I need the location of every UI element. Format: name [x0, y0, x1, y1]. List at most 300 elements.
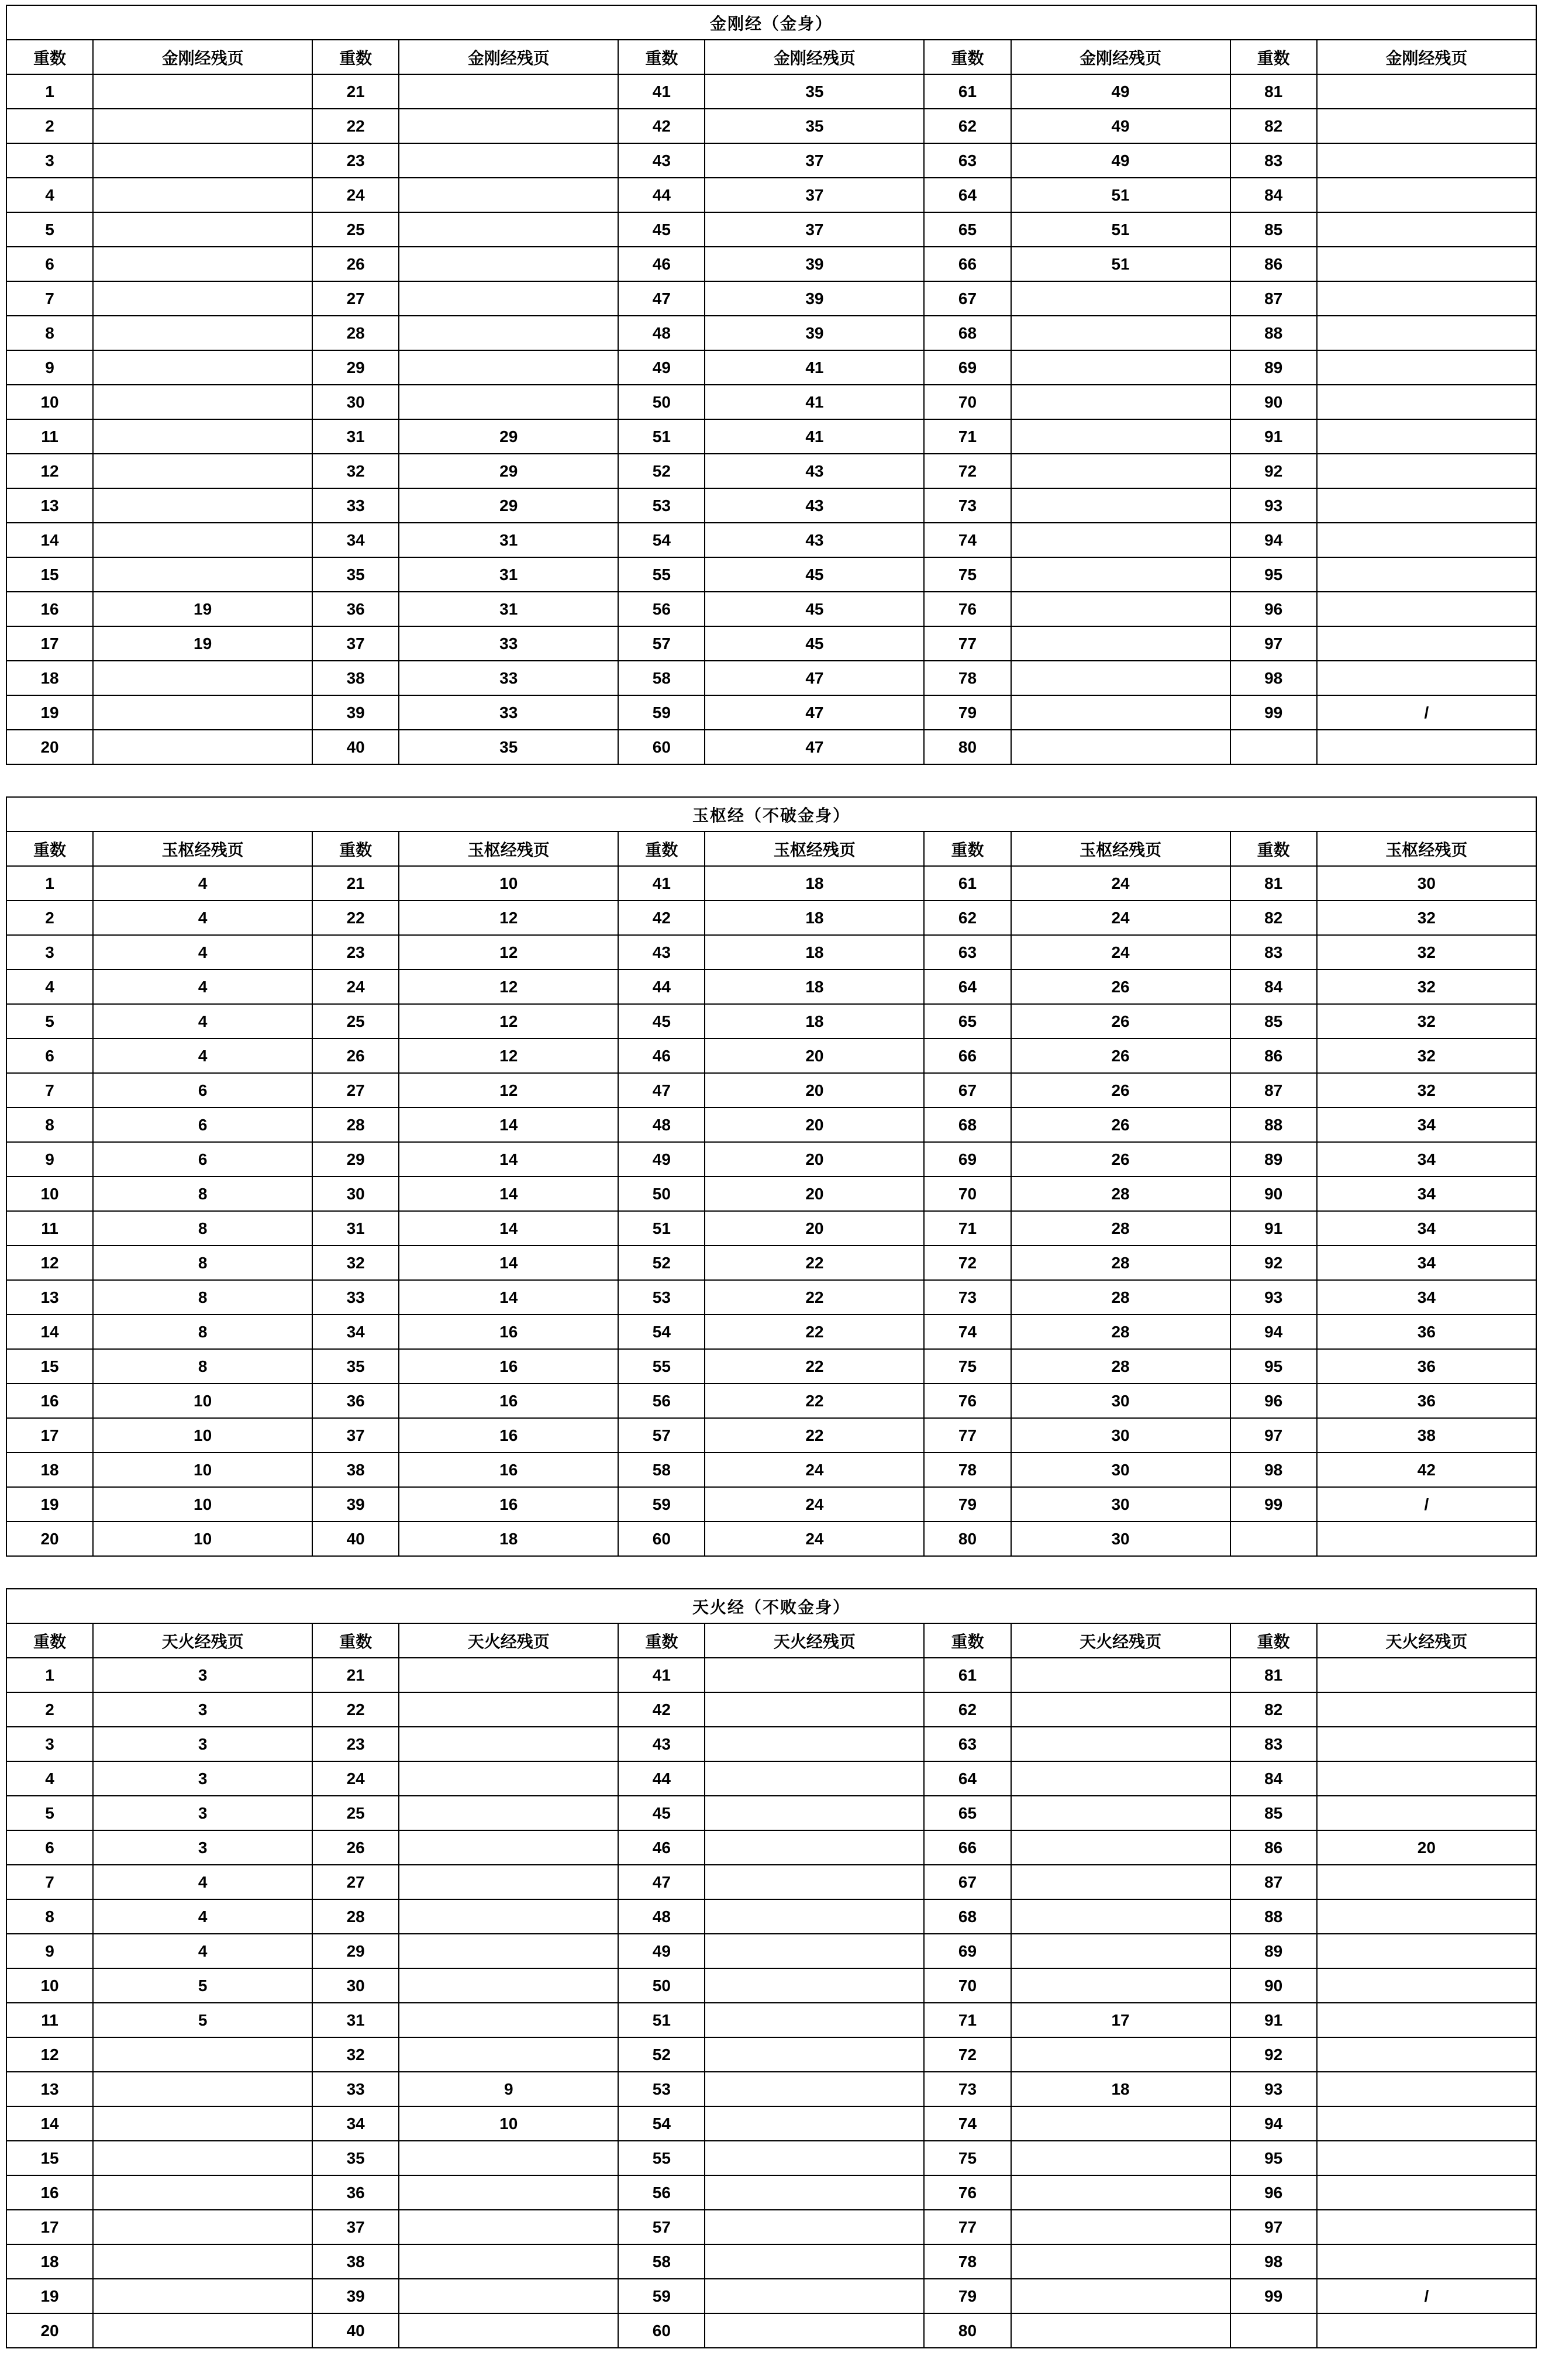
cell-pages: 35	[705, 74, 924, 109]
cell-level: 66	[924, 1039, 1011, 1073]
cell-level: 34	[312, 2106, 399, 2141]
cell-level: 29	[312, 1934, 399, 1968]
table-header-row	[6, 40, 1536, 74]
cell-level: 27	[312, 1073, 399, 1108]
cell-pages: 47	[705, 695, 924, 730]
cell-level: 33	[312, 488, 399, 523]
cell-pages	[93, 2106, 312, 2141]
table-row	[6, 1142, 1536, 1177]
cell-pages: 18	[399, 1522, 618, 1556]
cell-level: 60	[618, 730, 705, 764]
table-row	[6, 350, 1536, 385]
cell-pages: 29	[399, 488, 618, 523]
cell-pages: 3	[93, 1830, 312, 1865]
cell-level: 52	[618, 1246, 705, 1280]
cell-pages: 51	[1011, 247, 1230, 281]
cell-pages	[1011, 350, 1230, 385]
cell-level: 57	[618, 626, 705, 661]
cell-level: 31	[312, 419, 399, 454]
cell-level: 37	[312, 626, 399, 661]
cell-pages	[399, 143, 618, 178]
cell-level: 27	[312, 281, 399, 316]
table-row	[6, 1280, 1536, 1315]
table-row	[6, 1349, 1536, 1384]
cell-pages	[1011, 557, 1230, 592]
cell-level: 43	[618, 1727, 705, 1761]
table-row	[6, 1004, 1536, 1039]
cell-level: 4	[6, 970, 93, 1004]
table-row	[6, 2072, 1536, 2106]
column-header-pages: 玉枢经残页	[1317, 832, 1536, 866]
cell-level: 95	[1230, 2141, 1317, 2175]
cell-level: 3	[6, 1727, 93, 1761]
cell-pages: 24	[1011, 866, 1230, 901]
cell-level: 76	[924, 592, 1011, 626]
cell-pages: 29	[399, 419, 618, 454]
cell-level: 88	[1230, 1108, 1317, 1142]
cell-level: 10	[6, 1968, 93, 2003]
column-header-pages: 金刚经残页	[399, 40, 618, 74]
cell-pages: 18	[705, 866, 924, 901]
cell-pages: 29	[399, 454, 618, 488]
table-row	[6, 1899, 1536, 1934]
cell-level: 25	[312, 1004, 399, 1039]
cell-pages: 8	[93, 1280, 312, 1315]
cell-pages	[399, 1865, 618, 1899]
cell-pages: 33	[399, 626, 618, 661]
cell-level: 51	[618, 1211, 705, 1246]
spacer-cell	[1317, 730, 1536, 764]
cell-level: 92	[1230, 1246, 1317, 1280]
cell-pages	[1011, 1830, 1230, 1865]
cell-level: 53	[618, 488, 705, 523]
cell-pages: 30	[1011, 1384, 1230, 1418]
cell-pages: 34	[1317, 1108, 1536, 1142]
cell-pages	[399, 1761, 618, 1796]
cell-level: 89	[1230, 1142, 1317, 1177]
table-row	[6, 454, 1536, 488]
cell-level: 11	[6, 419, 93, 454]
cell-level: 14	[6, 2106, 93, 2141]
cell-level: 84	[1230, 178, 1317, 212]
cell-level: 30	[312, 1968, 399, 2003]
cell-level: 57	[618, 1418, 705, 1453]
cell-pages: 26	[1011, 1142, 1230, 1177]
cell-pages: 34	[1317, 1211, 1536, 1246]
cell-pages: 30	[1011, 1453, 1230, 1487]
spacer-cell	[1317, 2313, 1536, 2348]
cell-pages: 19	[93, 626, 312, 661]
cell-pages	[1011, 2313, 1230, 2348]
cell-pages: 12	[399, 901, 618, 935]
cell-level: 62	[924, 1692, 1011, 1727]
cell-pages	[1011, 488, 1230, 523]
cell-pages: 17	[1011, 2003, 1230, 2037]
cell-level: 23	[312, 143, 399, 178]
cell-pages	[705, 2037, 924, 2072]
table-title: 金刚经（金身）	[6, 5, 1536, 40]
cell-level: 38	[312, 2244, 399, 2279]
cell-pages: 4	[93, 1004, 312, 1039]
cell-pages	[93, 316, 312, 350]
table-row	[6, 488, 1536, 523]
cell-level: 32	[312, 1246, 399, 1280]
table-row	[6, 1968, 1536, 2003]
cell-level: 14	[6, 1315, 93, 1349]
cell-pages: 32	[1317, 1039, 1536, 1073]
sutra-table-block	[6, 5, 1539, 765]
cell-pages: 36	[1317, 1349, 1536, 1384]
table-row	[6, 247, 1536, 281]
table-row	[6, 523, 1536, 557]
cell-level: 65	[924, 1796, 1011, 1830]
cell-pages	[1011, 661, 1230, 695]
cell-level: 46	[618, 1830, 705, 1865]
cell-pages: 16	[399, 1487, 618, 1522]
cell-level: 87	[1230, 1073, 1317, 1108]
cell-level: 44	[618, 970, 705, 1004]
cell-pages: 33	[399, 661, 618, 695]
cell-level: 35	[312, 1349, 399, 1384]
cell-pages: 14	[399, 1211, 618, 1246]
cell-level: 74	[924, 2106, 1011, 2141]
cell-level: 79	[924, 1487, 1011, 1522]
cell-pages	[1317, 626, 1536, 661]
cell-level: 67	[924, 1073, 1011, 1108]
table-row	[6, 592, 1536, 626]
cell-pages: 16	[399, 1315, 618, 1349]
spacer-cell	[1317, 1522, 1536, 1556]
cell-level: 41	[618, 74, 705, 109]
cell-level: 2	[6, 901, 93, 935]
cell-pages	[1011, 2244, 1230, 2279]
cell-level: 61	[924, 866, 1011, 901]
table-title-row	[6, 797, 1536, 832]
cell-pages	[1011, 419, 1230, 454]
table-row	[6, 143, 1536, 178]
cell-pages: 18	[1011, 2072, 1230, 2106]
cell-level: 70	[924, 1177, 1011, 1211]
cell-level: 61	[924, 74, 1011, 109]
cell-level: 38	[312, 661, 399, 695]
cell-level: 95	[1230, 1349, 1317, 1384]
table-row	[6, 1315, 1536, 1349]
column-header-level: 重数	[312, 1623, 399, 1658]
cell-level: 56	[618, 2175, 705, 2210]
cell-pages: 4	[93, 1934, 312, 1968]
cell-level: 35	[312, 2141, 399, 2175]
cell-pages: 4	[93, 866, 312, 901]
column-header-level: 重数	[618, 1623, 705, 1658]
cell-level: 63	[924, 935, 1011, 970]
cell-level: 66	[924, 247, 1011, 281]
cell-level: 79	[924, 2279, 1011, 2313]
cell-level: 99	[1230, 2279, 1317, 2313]
cell-pages: 31	[399, 523, 618, 557]
cell-pages: 30	[1317, 866, 1536, 901]
cell-level: 75	[924, 1349, 1011, 1384]
cell-level: 5	[6, 212, 93, 247]
cell-level: 86	[1230, 247, 1317, 281]
cell-pages: 10	[93, 1522, 312, 1556]
cell-level: 45	[618, 212, 705, 247]
cell-level: 47	[618, 1865, 705, 1899]
cell-level: 86	[1230, 1039, 1317, 1073]
sutra-table	[6, 5, 1537, 765]
cell-level: 65	[924, 212, 1011, 247]
cell-pages: 36	[1317, 1315, 1536, 1349]
cell-pages: /	[1317, 2279, 1536, 2313]
cell-pages	[93, 2175, 312, 2210]
cell-level: 16	[6, 2175, 93, 2210]
column-header-level: 重数	[1230, 832, 1317, 866]
cell-level: 33	[312, 1280, 399, 1315]
cell-pages	[93, 2210, 312, 2244]
cell-pages: 39	[705, 316, 924, 350]
cell-level: 66	[924, 1830, 1011, 1865]
cell-pages	[1317, 1727, 1536, 1761]
cell-level: 16	[6, 592, 93, 626]
cell-level: 26	[312, 247, 399, 281]
cell-level: 29	[312, 1142, 399, 1177]
column-header-pages: 金刚经残页	[93, 40, 312, 74]
column-header-pages: 天火经残页	[1011, 1623, 1230, 1658]
cell-pages	[1011, 592, 1230, 626]
cell-level: 40	[312, 730, 399, 764]
cell-level: 83	[1230, 143, 1317, 178]
cell-pages	[1317, 488, 1536, 523]
cell-pages: 28	[1011, 1315, 1230, 1349]
cell-pages: 43	[705, 488, 924, 523]
cell-pages	[1317, 247, 1536, 281]
cell-level: 23	[312, 935, 399, 970]
cell-level: 67	[924, 1865, 1011, 1899]
cell-pages	[93, 178, 312, 212]
cell-pages	[399, 2037, 618, 2072]
cell-level: 64	[924, 970, 1011, 1004]
cell-pages: 8	[93, 1349, 312, 1384]
cell-pages	[399, 247, 618, 281]
cell-pages: 16	[399, 1453, 618, 1487]
cell-pages	[1011, 2175, 1230, 2210]
cell-pages: 38	[1317, 1418, 1536, 1453]
cell-level: 43	[618, 143, 705, 178]
cell-level: 82	[1230, 109, 1317, 143]
cell-level: 88	[1230, 1899, 1317, 1934]
cell-level: 15	[6, 1349, 93, 1384]
cell-pages	[1317, 350, 1536, 385]
cell-level: 6	[6, 247, 93, 281]
cell-level: 84	[1230, 1761, 1317, 1796]
cell-level: 87	[1230, 281, 1317, 316]
cell-level: 42	[618, 109, 705, 143]
cell-level: 22	[312, 901, 399, 935]
cell-level: 12	[6, 454, 93, 488]
cell-pages	[1317, 2003, 1536, 2037]
cell-pages	[1011, 454, 1230, 488]
cell-level: 73	[924, 2072, 1011, 2106]
cell-level: 76	[924, 2175, 1011, 2210]
cell-pages: 24	[705, 1522, 924, 1556]
cell-level: 39	[312, 1487, 399, 1522]
cell-pages	[93, 730, 312, 764]
cell-level: 42	[618, 901, 705, 935]
cell-level: 1	[6, 1658, 93, 1692]
cell-pages	[93, 247, 312, 281]
cell-level: 81	[1230, 1658, 1317, 1692]
cell-pages	[1011, 695, 1230, 730]
cell-pages	[1317, 2072, 1536, 2106]
table-row	[6, 2175, 1536, 2210]
cell-level: 48	[618, 1899, 705, 1934]
cell-pages	[1317, 385, 1536, 419]
cell-level: 59	[618, 1487, 705, 1522]
cell-level: 45	[618, 1004, 705, 1039]
cell-level: 96	[1230, 2175, 1317, 2210]
cell-pages	[399, 281, 618, 316]
cell-level: 9	[6, 1934, 93, 1968]
column-header-level: 重数	[924, 1623, 1011, 1658]
cell-pages: 4	[93, 901, 312, 935]
table-row	[6, 661, 1536, 695]
cell-level: 31	[312, 1211, 399, 1246]
cell-level: 54	[618, 523, 705, 557]
column-header-pages: 天火经残页	[705, 1623, 924, 1658]
cell-pages: 20	[705, 1142, 924, 1177]
cell-pages	[1317, 2175, 1536, 2210]
cell-level: 94	[1230, 523, 1317, 557]
column-header-pages: 金刚经残页	[1011, 40, 1230, 74]
table-row	[6, 1727, 1536, 1761]
cell-pages	[93, 557, 312, 592]
cell-pages: 6	[93, 1073, 312, 1108]
cell-level: 1	[6, 866, 93, 901]
table-row	[6, 2244, 1536, 2279]
cell-pages	[705, 1968, 924, 2003]
cell-level: 70	[924, 1968, 1011, 2003]
table-row	[6, 970, 1536, 1004]
cell-level: 45	[618, 1796, 705, 1830]
cell-level: 68	[924, 1899, 1011, 1934]
cell-pages	[705, 1899, 924, 1934]
table-row	[6, 1761, 1536, 1796]
cell-level: 86	[1230, 1830, 1317, 1865]
column-header-level: 重数	[618, 832, 705, 866]
cell-level: 97	[1230, 626, 1317, 661]
cell-pages	[1317, 143, 1536, 178]
cell-pages: 43	[705, 454, 924, 488]
cell-pages: 42	[1317, 1453, 1536, 1487]
table-row	[6, 2210, 1536, 2244]
cell-pages: 4	[93, 1865, 312, 1899]
cell-pages: 12	[399, 935, 618, 970]
cell-pages: 28	[1011, 1280, 1230, 1315]
cell-pages: 30	[1011, 1418, 1230, 1453]
cell-pages	[399, 316, 618, 350]
cell-pages: 20	[1317, 1830, 1536, 1865]
cell-pages: 24	[1011, 901, 1230, 935]
cell-level: 96	[1230, 592, 1317, 626]
cell-level: 3	[6, 143, 93, 178]
cell-level: 30	[312, 385, 399, 419]
cell-level: 62	[924, 901, 1011, 935]
cell-pages	[1011, 1796, 1230, 1830]
cell-level: 65	[924, 1004, 1011, 1039]
cell-level: 49	[618, 350, 705, 385]
cell-pages: 10	[399, 866, 618, 901]
cell-pages	[1317, 178, 1536, 212]
cell-pages	[1011, 1899, 1230, 1934]
cell-pages	[705, 2072, 924, 2106]
table-row	[6, 281, 1536, 316]
cell-pages	[399, 2003, 618, 2037]
cell-pages: 41	[705, 419, 924, 454]
cell-pages: 19	[93, 592, 312, 626]
table-row	[6, 1796, 1536, 1830]
cell-pages	[399, 1727, 618, 1761]
cell-level: 97	[1230, 2210, 1317, 2244]
cell-level: 46	[618, 247, 705, 281]
cell-level: 24	[312, 1761, 399, 1796]
cell-pages: 20	[705, 1177, 924, 1211]
cell-level: 14	[6, 523, 93, 557]
cell-level: 47	[618, 281, 705, 316]
cell-level: 95	[1230, 557, 1317, 592]
cell-pages: 10	[399, 2106, 618, 2141]
cell-level: 25	[312, 212, 399, 247]
cell-pages	[93, 281, 312, 316]
cell-pages: 24	[1011, 935, 1230, 970]
cell-pages: 5	[93, 2003, 312, 2037]
table-row	[6, 316, 1536, 350]
cell-level: 52	[618, 454, 705, 488]
cell-pages	[1317, 1761, 1536, 1796]
cell-level: 71	[924, 419, 1011, 454]
cell-pages	[1011, 523, 1230, 557]
cell-pages: 41	[705, 385, 924, 419]
cell-level: 80	[924, 730, 1011, 764]
cell-pages	[399, 2244, 618, 2279]
cell-pages	[399, 2210, 618, 2244]
cell-level: 73	[924, 1280, 1011, 1315]
table-row	[6, 385, 1536, 419]
cell-pages: 35	[705, 109, 924, 143]
cell-pages: 30	[1011, 1487, 1230, 1522]
cell-level: 56	[618, 1384, 705, 1418]
cell-level: 2	[6, 109, 93, 143]
cell-level: 19	[6, 2279, 93, 2313]
cell-pages	[399, 1796, 618, 1830]
cell-pages	[1317, 592, 1536, 626]
column-header-level: 重数	[312, 40, 399, 74]
cell-level: 89	[1230, 1934, 1317, 1968]
cell-pages	[1317, 2106, 1536, 2141]
table-row	[6, 1830, 1536, 1865]
cell-level: 77	[924, 1418, 1011, 1453]
cell-pages	[93, 385, 312, 419]
cell-pages	[399, 1658, 618, 1692]
cell-level: 13	[6, 2072, 93, 2106]
cell-pages	[399, 385, 618, 419]
cell-level: 7	[6, 281, 93, 316]
column-header-level: 重数	[924, 832, 1011, 866]
cell-level: 67	[924, 281, 1011, 316]
cell-level: 78	[924, 1453, 1011, 1487]
cell-pages	[399, 178, 618, 212]
cell-level: 83	[1230, 935, 1317, 970]
cell-pages: 47	[705, 730, 924, 764]
cell-pages	[1011, 1865, 1230, 1899]
